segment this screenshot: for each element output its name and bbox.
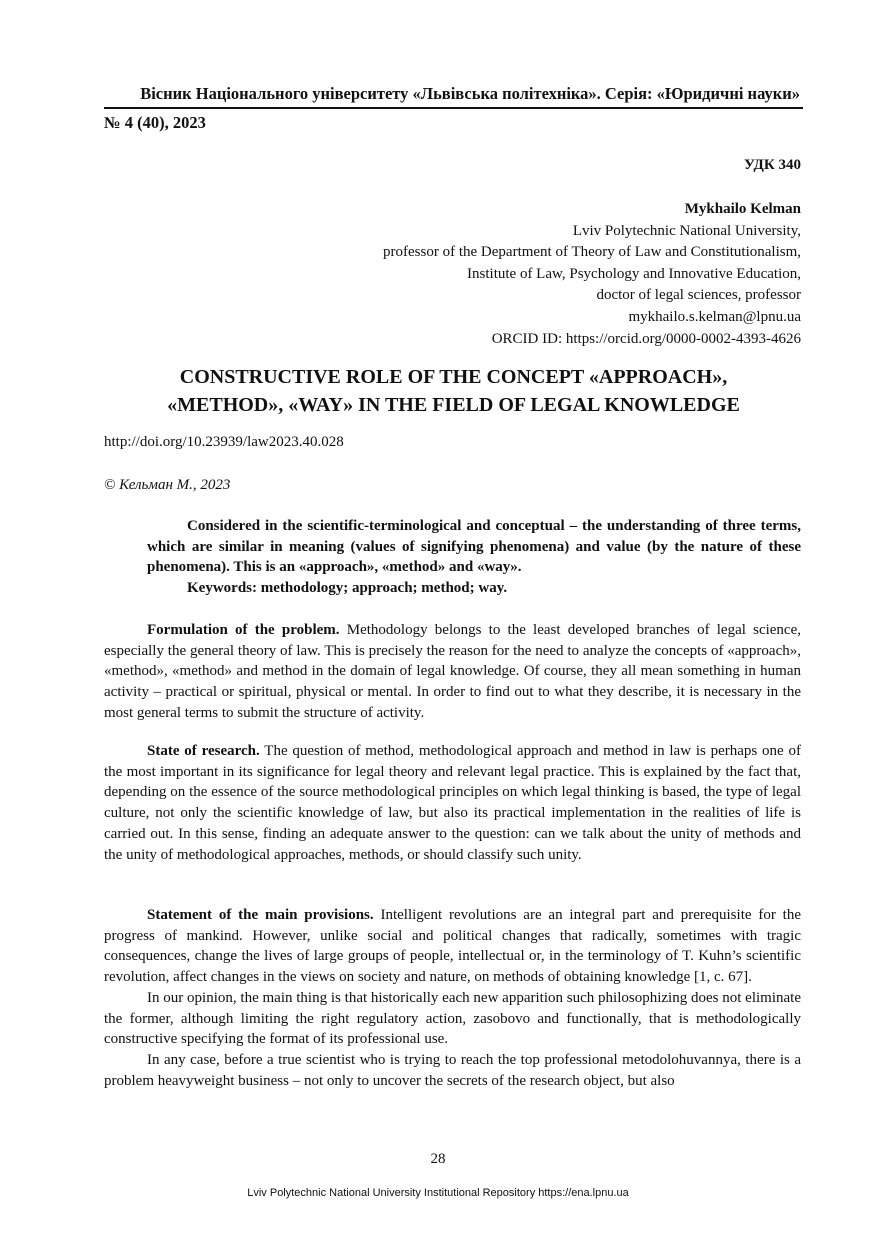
issue-number: № 4 (40), 2023 xyxy=(104,113,206,132)
repository-footer: Lviv Polytechnic National University Institutional Repository https://ena.lpnu.ua xyxy=(247,1187,629,1199)
section-formulation-paragraph xyxy=(104,620,801,724)
journal-header: Вісник Національного університету «Львівська політехніка». Серія: «Юридичні науки» xyxy=(140,84,800,103)
header-rule xyxy=(104,107,803,109)
keywords: Keywords: methodology; approach; method; way. xyxy=(187,579,508,596)
udc-code: УДК 340 xyxy=(744,157,801,173)
section-main-text: Intelligent revolutions are an integral part and prerequisite for the progress of mankind. However, unlike social and political changes that radically, sometimes with tragic consequences, change the lives of large groups of people, intellectual or, in the terminology of T. Kuhn’s scientific revolution, affect changes in the views on society and nature, on methods of obtaining knowledge [1, c. 67]. xyxy=(104,907,801,986)
section-main-paragraph-2: In our opinion, the main thing is that historically each new apparition such philosophizing does not eliminate the former, although limiting the right regulatory action, zasobovo and functionally, that is methodologically constructive specifying the format of its professional use. xyxy=(104,989,801,1048)
author-orcid[interactable]: ORCID ID: https://orcid.org/0000-0002-4393-4626 xyxy=(491,330,801,347)
section-formulation-heading: Formulation of the problem. xyxy=(147,622,340,638)
section-main-paragraph-1 xyxy=(104,905,801,988)
section-main-heading: Statement of the main provisions. xyxy=(147,907,374,923)
section-formulation xyxy=(104,620,801,724)
section-formulation-text: Methodology belongs to the least developed branches of legal science, especially the general theory of law. This is precisely the reason for the need to analyze the concepts of «approach», «method», «method» and method in the domain of legal knowledge. Of course, they all mean something in human activity – practical or spiritual, physical or mental. In order to find out to what they describe, it is necessary in the most general terms to submit the structure of activity. xyxy=(104,622,802,721)
abstract-text: Considered in the scientific-terminological and conceptual – the understanding of three terms, which are similar in meaning (values of signifying phenomena) and value (by the nature of these phenomena). This is an «approach», «method» and «way». xyxy=(147,518,801,576)
article-title-line-2: «METHOD», «WAY» IN THE FIELD OF LEGAL KNOWLEDGE xyxy=(167,394,740,416)
article-title-line-1: CONSTRUCTIVE ROLE OF THE CONCEPT «APPROACH», xyxy=(179,366,728,388)
page-number: 28 xyxy=(430,1151,446,1167)
author-email[interactable]: mykhailo.s.kelman@lpnu.ua xyxy=(628,308,801,325)
article-title xyxy=(104,363,803,419)
author-name: Mykhailo Kelman xyxy=(684,201,801,217)
section-main-paragraph-3: In any case, before a true scientist who is trying to reach the top professional metodolohuvannya, there is a problem heavyweight business – not only to uncover the secrets of the research object, but also xyxy=(104,1051,801,1089)
section-state-heading: State of research. xyxy=(147,743,260,759)
section-state xyxy=(104,741,801,865)
author-affiliation-department: professor of the Department of Theory of Law and Constitutionalism, xyxy=(383,244,801,261)
author-affiliation-university: Lviv Polytechnic National University, xyxy=(572,222,801,239)
author-degree: doctor of legal sciences, professor xyxy=(596,287,801,304)
section-state-text: The question of method, methodological approach and method in law is perhaps one of the most important in its significance for legal theory and relevant legal practice. This is explained by the fact that, depending on the essence of the source methodological principles on which legal thinking is based, the type of legal culture, not only the scientific knowledge of law, but also its practical implementation in the realities of life is carried out. In this sense, finding an adequate answer to the question: can we talk about the unity of methods and the unity of methodological approaches, methods, or should classify such unity. xyxy=(104,743,801,863)
author-affiliation-institute: Institute of Law, Psychology and Innovative Education, xyxy=(467,265,801,282)
doi-link[interactable]: http://doi.org/10.23939/law2023.40.028 xyxy=(104,434,344,450)
section-state-paragraph xyxy=(104,741,801,865)
author-block xyxy=(383,199,801,350)
section-main-provisions xyxy=(104,905,801,1091)
abstract xyxy=(147,516,801,598)
copyright-notice: © Кельман М., 2023 xyxy=(104,477,231,493)
